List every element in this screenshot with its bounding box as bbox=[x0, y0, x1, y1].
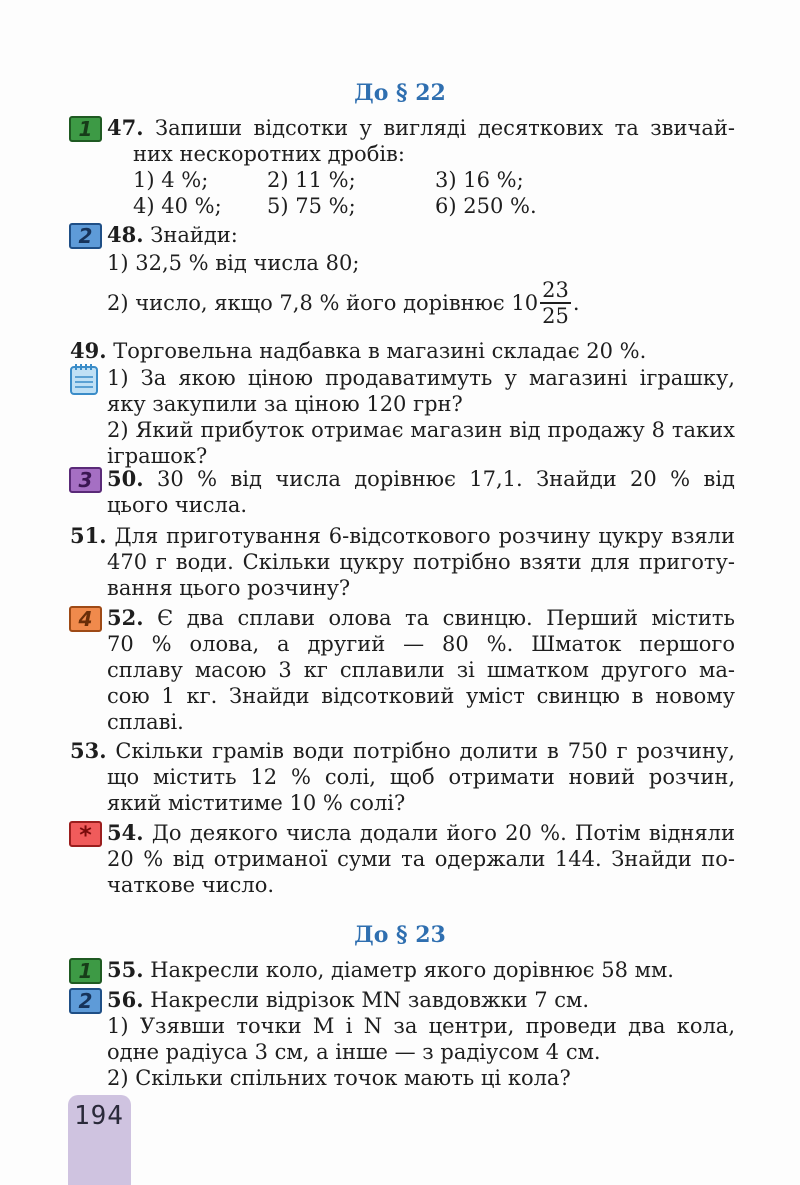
problem-number: 56. bbox=[107, 987, 144, 1012]
text-line: цього числа. bbox=[107, 493, 248, 517]
problem-48 bbox=[107, 222, 760, 248]
option: 1) 4 %; bbox=[133, 168, 209, 192]
text-line: чаткове число. bbox=[107, 873, 275, 897]
text-line: іграшок? bbox=[107, 444, 208, 468]
text-line: Скільки грамів води потрібно долити в 750 г розчину, bbox=[115, 739, 735, 763]
text-line: 1) За якою ціною продаватимуть у магазині іграшку, bbox=[107, 366, 735, 390]
options-row bbox=[133, 193, 735, 219]
problem-number: 49. bbox=[70, 338, 107, 363]
level-4-badge-icon: 4 bbox=[69, 606, 102, 632]
problem-48-items bbox=[107, 250, 760, 276]
text-line: 70 % олова, а другий — 80 %. Шматок першого bbox=[107, 632, 735, 656]
text-line: сою 1 кг. Знайди відсотковий уміст свинцю в новому bbox=[107, 684, 735, 708]
problem-number: 54. bbox=[107, 820, 144, 845]
option: 3) 16 %; bbox=[435, 168, 524, 192]
level-3-badge-icon: 3 bbox=[69, 467, 102, 493]
text-line: 20 % від отриманої суми та одержали 144. Знайди по- bbox=[107, 847, 735, 871]
text-line: Накресли відрізок MN завдовжки 7 см. bbox=[150, 988, 590, 1012]
problem-number: 53. bbox=[70, 738, 107, 763]
punct: . bbox=[572, 291, 580, 315]
problem-number: 51. bbox=[70, 523, 107, 548]
problem-54 bbox=[107, 820, 735, 898]
problem-47-cont bbox=[133, 141, 735, 219]
fraction bbox=[540, 278, 571, 328]
problem-51 bbox=[70, 523, 735, 549]
text-line: 2) число, якщо 7,8 % його дорівнює 10 bbox=[107, 291, 539, 315]
problem-number: 50. bbox=[107, 466, 144, 491]
option: 5) 75 %; bbox=[267, 194, 356, 218]
text-line: вання цього розчину? bbox=[107, 576, 351, 600]
problem-number: 48. bbox=[107, 222, 144, 247]
text-line: 470 г води. Скільки цукру потрібно взяти для приготу- bbox=[107, 550, 735, 574]
text-line: Запиши відсотки у вигляді десяткових та звичай- bbox=[154, 116, 735, 140]
text-line: 2) Скільки спільних точок мають ці кола? bbox=[107, 1066, 571, 1090]
fraction-denominator: 25 bbox=[542, 304, 569, 328]
text-line: сплаві. bbox=[107, 710, 184, 734]
text-line: Є два сплави олова та свинцю. Перший містить bbox=[157, 606, 735, 630]
text-line: що містить 12 % солі, щоб отримати новий розчин, bbox=[107, 765, 735, 789]
option: 4) 40 %; bbox=[133, 194, 222, 218]
section-heading-22: До § 22 bbox=[354, 80, 446, 106]
text-line: сплаву масою 3 кг сплавили зі шматком другого ма- bbox=[107, 658, 735, 682]
problem-53 bbox=[70, 738, 735, 764]
problem-55 bbox=[107, 957, 760, 983]
page-number: 194 bbox=[74, 1101, 124, 1131]
text-line: 1) Узявши точки M і N за центри, проведи два кола, bbox=[107, 1014, 735, 1038]
text-line: Торговельна надбавка в магазині складає 20 %. bbox=[113, 339, 647, 363]
section-heading-23: До § 23 bbox=[354, 922, 446, 948]
star-badge-icon: * bbox=[69, 821, 102, 847]
problem-53-body bbox=[107, 764, 735, 816]
text-line: Накресли коло, діаметр якого дорівнює 58 мм. bbox=[150, 958, 674, 982]
problem-number: 52. bbox=[107, 605, 144, 630]
text-line: 30 % від числа дорівнює 17,1. Знайди 20 % від bbox=[156, 467, 735, 491]
option: 2) 11 %; bbox=[267, 168, 356, 192]
problem-52 bbox=[107, 605, 735, 735]
text-line: яку закупили за ціною 120 грн? bbox=[107, 392, 463, 416]
options-row bbox=[133, 167, 735, 193]
problem-number: 55. bbox=[107, 957, 144, 982]
text-line: який міститиме 10 % солі? bbox=[107, 791, 406, 815]
text-line: До деякого числа додали його 20 %. Потім відняли bbox=[151, 821, 735, 845]
problem-49 bbox=[70, 338, 735, 364]
problem-number: 47. bbox=[107, 115, 144, 140]
option: 6) 250 %. bbox=[435, 194, 537, 218]
problem-49-body bbox=[107, 365, 735, 469]
level-1-badge-icon: 1 bbox=[69, 958, 102, 984]
text-line: 2) Який прибуток отримає магазин від продажу 8 таких bbox=[107, 418, 735, 442]
text-line: Знайди: bbox=[150, 223, 238, 247]
text-line: них нескоротних дробів: bbox=[133, 142, 405, 166]
problem-48-item2 bbox=[107, 278, 760, 328]
fraction-numerator: 23 bbox=[542, 278, 569, 302]
text-line: одне радіуса 3 см, а інше — з радіусом 4 см. bbox=[107, 1040, 601, 1064]
problem-47 bbox=[107, 115, 735, 141]
text-line: Для приготування 6-відсоткового розчину цукру взяли bbox=[114, 524, 735, 548]
level-2-badge-icon: 2 bbox=[69, 988, 102, 1014]
text-line: 1) 32,5 % від числа 80; bbox=[107, 251, 360, 275]
problem-50 bbox=[107, 466, 735, 518]
level-1-badge-icon: 1 bbox=[69, 116, 102, 142]
level-2-badge-icon: 2 bbox=[69, 223, 102, 249]
problem-51-body bbox=[107, 549, 735, 601]
problem-56 bbox=[107, 987, 735, 1091]
notebook-icon bbox=[69, 363, 99, 396]
